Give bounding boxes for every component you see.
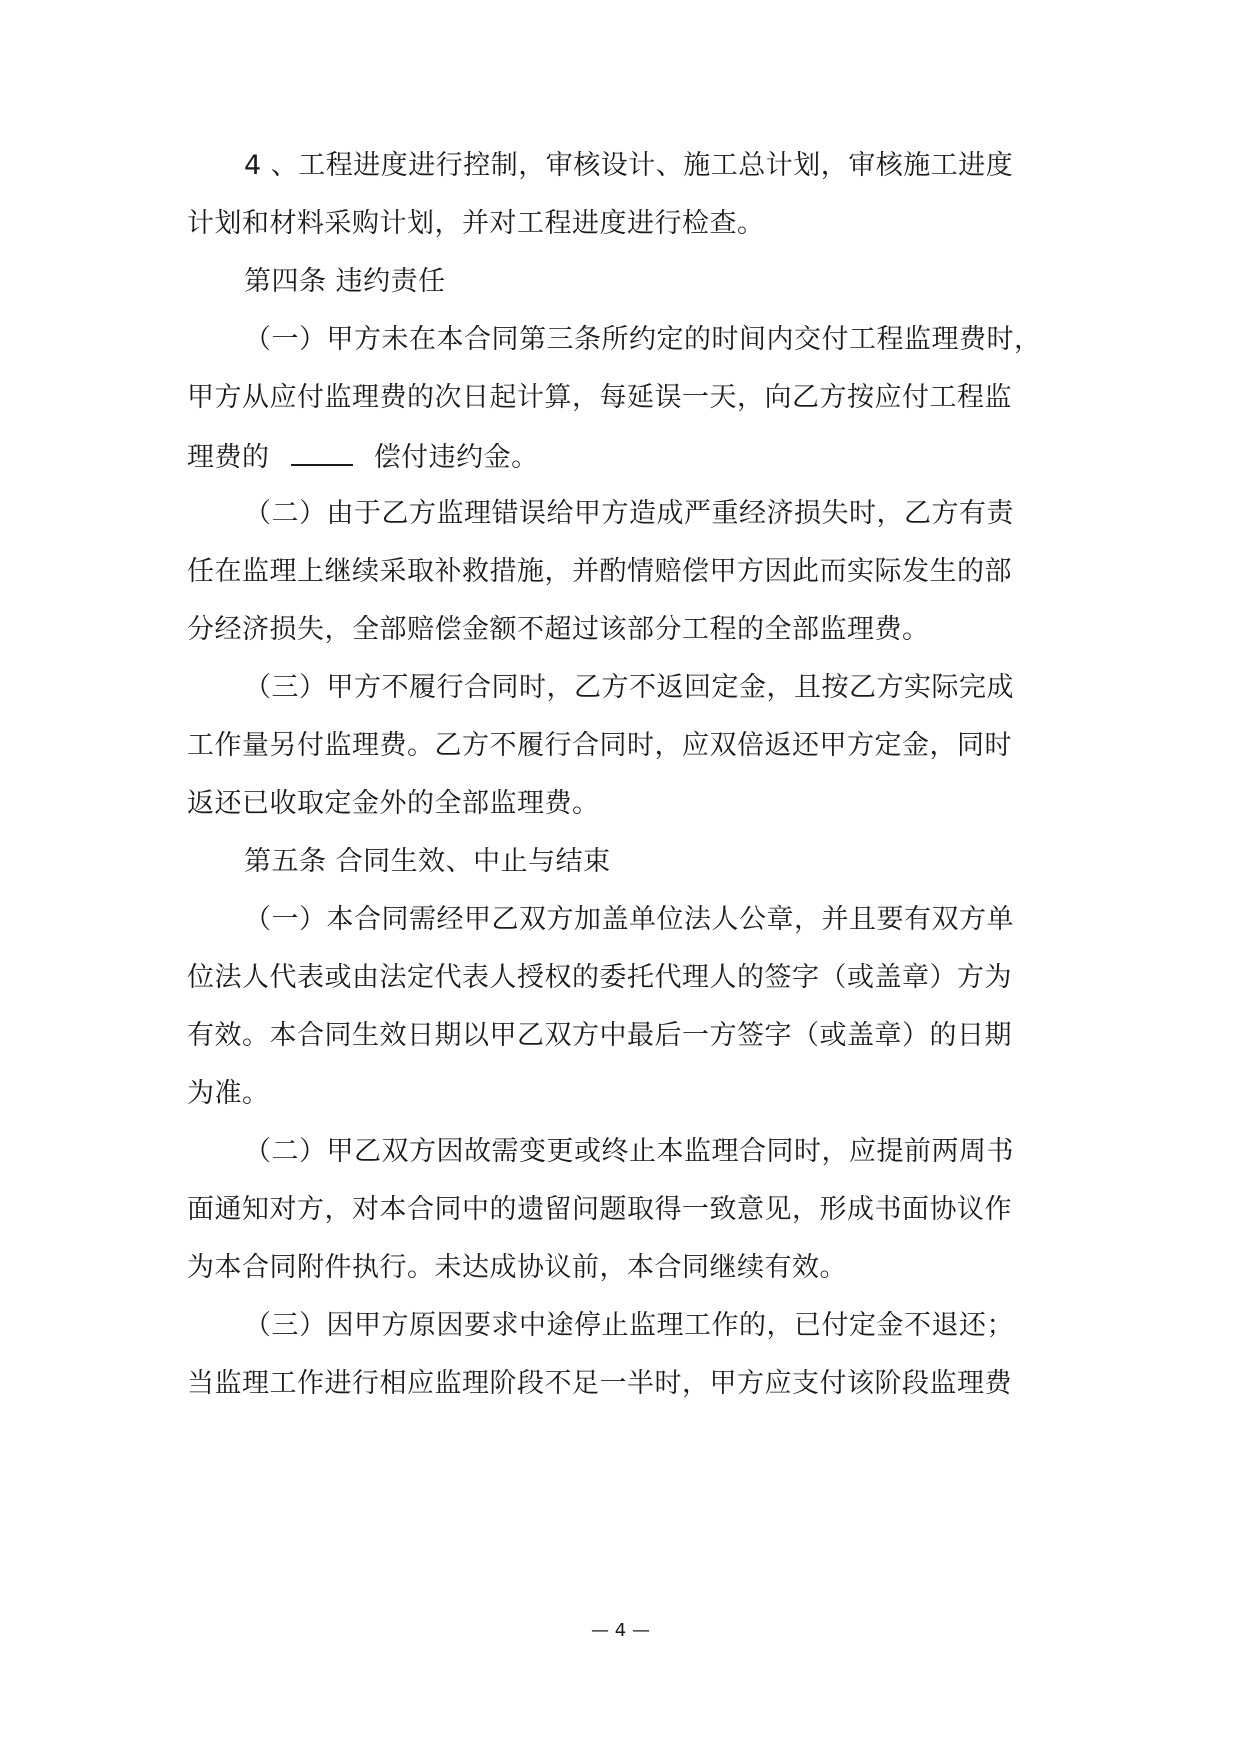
paragraph-line: （二）由于乙方监理错误给甲方造成严重经济损失时，乙方有责 bbox=[244, 498, 1014, 529]
paragraph-line: （三）因甲方原因要求中途停止监理工作的，已付定金不退还； bbox=[244, 1310, 1014, 1341]
section-heading: 第五条 合同生效、中止与结束 bbox=[244, 846, 611, 877]
paragraph-line: （一）甲方未在本合同第三条所约定的时间内交付工程监理费时， bbox=[244, 324, 1042, 355]
paragraph-line: （一）本合同需经甲乙双方加盖单位法人公章，并且要有双方单 bbox=[244, 904, 1014, 935]
paragraph-line: 为本合同附件执行。未达成协议前，本合同继续有效。 bbox=[187, 1252, 847, 1283]
paragraph-text: 偿付违约金。 bbox=[373, 442, 539, 473]
section-heading: 第四条 违约责任 bbox=[244, 266, 446, 297]
paragraph-line: （三）甲方不履行合同时，乙方不返回定金，且按乙方实际完成 bbox=[244, 672, 1014, 703]
paragraph-line: （二）甲乙双方因故需变更或终止本监理合同时，应提前两周书 bbox=[244, 1136, 1014, 1167]
paragraph-line: 4 、工程进度进行控制，审核设计、施工总计划，审核施工进度 bbox=[244, 150, 1014, 181]
paragraph-line: 甲方从应付监理费的次日起计算，每延误一天，向乙方按应付工程监 bbox=[187, 382, 1012, 413]
page-number: — 4 — bbox=[591, 1620, 650, 1641]
paragraph-line: 任在监理上继续采取补救措施，并酌情赔偿甲方因此而实际发生的部 bbox=[187, 556, 1012, 587]
paragraph-line: 返还已收取定金外的全部监理费。 bbox=[187, 788, 600, 819]
paragraph-line: 计划和材料采购计划，并对工程进度进行检查。 bbox=[187, 208, 765, 239]
paragraph-line: 有效。本合同生效日期以甲乙双方中最后一方签字（或盖章）的日期 bbox=[187, 1020, 1012, 1051]
paragraph-line-with-blank bbox=[187, 438, 539, 476]
paragraph-line: 为准。 bbox=[187, 1078, 270, 1109]
paragraph-line: 工作量另付监理费。乙方不履行合同时，应双倍返还甲方定金，同时 bbox=[187, 730, 1012, 761]
paragraph-line: 位法人代表或由法定代表人授权的委托代理人的签字（或盖章）方为 bbox=[187, 962, 1012, 993]
paragraph-line: 分经济损失，全部赔偿金额不超过该部分工程的全部监理费。 bbox=[187, 614, 930, 645]
fill-in-blank bbox=[291, 438, 353, 466]
paragraph-line: 当监理工作进行相应监理阶段不足一半时，甲方应支付该阶段监理费 bbox=[187, 1368, 1012, 1399]
paragraph-text: 理费的 bbox=[187, 442, 270, 473]
paragraph-line: 面通知对方，对本合同中的遗留问题取得一致意见，形成书面协议作 bbox=[187, 1194, 1012, 1225]
